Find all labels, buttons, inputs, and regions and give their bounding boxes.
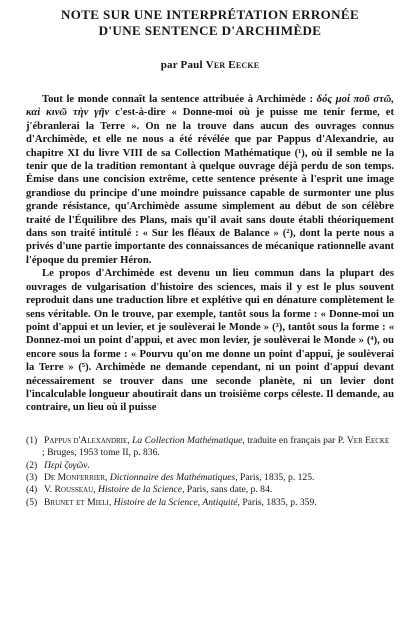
footnote-number: (2) [26,459,38,471]
p1-text-b: c'est-à-dire « Donne-moi où je puisse me tenir ferme, et j'ébranlerai la Terre ». On ne la trouve dans aucun des ouvrages connus d'Archimède, et elle ne nous a été révélée que par Pappus d'Alexandrie, au chapitre XI du livre VIII de sa Collection Mathématique (¹), où il semble ne la tenir que de la tradition remontant à quelque ouvrage déjà perdu de son temps. Émise dans une concision extrême, cette sentence présente à l'esprit une image grandiose du principe d'une moindre puissance capable de surmonter une plus grande résistance, qu'Archimède assume simplement au début de son célèbre traité de l'Équilibre des Plans, mais qu'il avait sans doute établi théoriquement dans son traité intitulé : « Sur les fléaux de Balance » (²), dont la perte nous a privés d'une partie importante des connaissances de mécanique rationnelle avant l'époque du premier Héron. [26,107,394,266]
footnote-rest: , traduite en français par P. [242,434,347,446]
byline-prefix: par Paul [160,59,203,71]
footnote-4: (4) V. Rousseau, Histoire de la Science, Paris, sans date, p. 84. [26,484,273,496]
footnote-author: V. Rousseau [44,484,94,496]
footnote-5: (5) Brunet et Mieli, Histoire de la Science, Antiquité, Paris, 1835, p. 359. [26,496,317,508]
footnote-title: La Collection Mathématique [132,434,243,446]
footnote-number: (1) [26,434,38,446]
footnote-number: (3) [26,471,38,483]
article-body [26,93,394,415]
footnotes [26,435,394,509]
footnote-title: Histoire de la Science, Antiquité [113,496,238,508]
greek-sentence: δός μοί ποῦ στῶ, καὶ κινῶ τὴν γῆν [26,94,394,119]
footnote-author: Pappus d'Alexandrie [44,434,128,446]
footnote-rest: , Paris, 1835, p. 125. [235,471,315,483]
footnote-3: (3) De Monferrier, Dictionnaire des Mathématiques, Paris, 1835, p. 125. [26,471,315,483]
paragraph-1 [26,93,394,267]
footnote-rest-2: ; Bruges, 1953 tome II, p. 836. [42,447,160,459]
footnote-number: (5) [26,496,38,508]
byline [26,59,394,71]
footnote-number: (4) [26,484,38,496]
title-line-1: NOTE SUR UNE INTERPRÉTATION ERRONÉE [60,7,360,22]
p1-text-a: Tout le monde connaît la sentence attribuée à Archimède : [42,94,317,105]
footnote-title: Histoire de la Science [97,484,183,496]
footnote-rest: , Paris, 1835, p. 359. [237,496,317,508]
paragraph-2: Le propos d'Archimède est devenu un lieu commun dans la plupart des ouvrages de vulgarisation d'histoire des sciences, mais il y est le plus souvent reproduit dans une traduction libre et explétive qui en dénature complètement le sens véritable. On le trouve, par exemple, tantôt sous la forme : « Donne-moi un point d'appui et un levier, et je soulèverai le Monde » (³), tantôt sous la forme : « Donnez-moi un point d'appui, et avec mon levier, je soulèverai le Monde » (⁴), ou encore sous la forme : « Pourvu qu'on me donne un point d'appui, je soulèverai la Terre » (⁵). Archimède ne demande cependant, ni un point d'appui devant nécessairement se trouver dans une seconde planète, ni un levier dont l'incalculable longueur aboutirait dans un troisième corps céleste. Il demande, au contraire, un lieu où il puisse [26,268,394,414]
title-line-2: D'UNE SENTENCE D'ARCHIMÈDE [98,23,322,38]
author-name: Ver Eecke [205,59,260,71]
footnote-greek: Περὶ ζυγῶν. [44,459,90,471]
footnote-title: Dictionnaire des Mathématiques [109,471,236,483]
footnote-author: Brunet et Mieli [44,496,109,508]
footnote-author: De Monferrier [44,471,106,483]
footnote-1: (1) Pappus d'Alexandrie, La Collection Mathématique, traduite en français par P. Ver Eecke ; Bruges, 1953 tome II, p. 836. [26,434,390,459]
footnote-rest: , Paris, sans date, p. 84. [182,484,273,496]
article-title [26,7,394,39]
footnote-2 [26,460,394,472]
footnote-translator: Ver Eecke [346,434,390,446]
